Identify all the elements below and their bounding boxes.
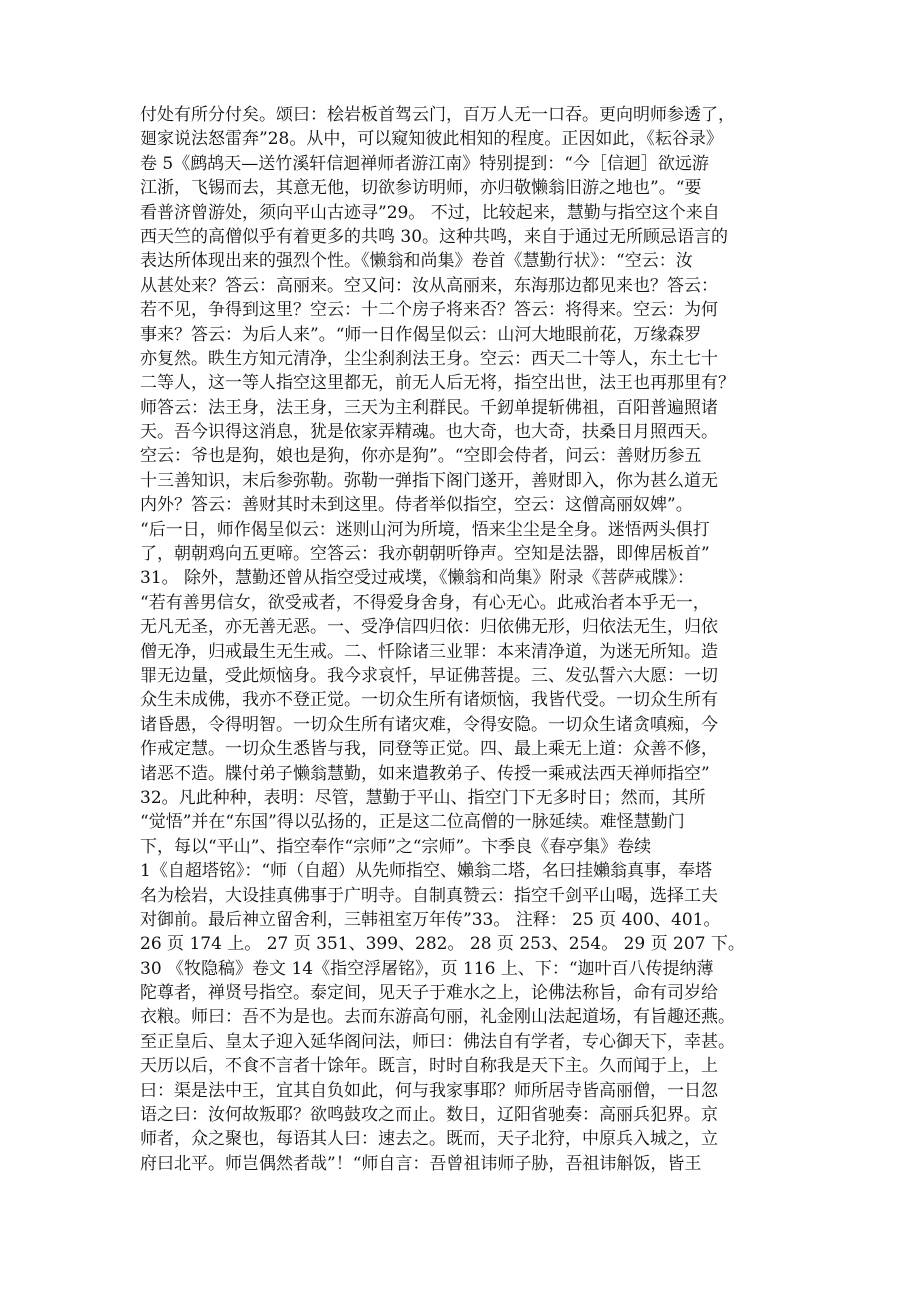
text-line: 从甚处来？答云：高丽来。空又问：汝从高丽来，东海那边都见来也？答云： xyxy=(140,275,718,296)
text-line: 无凡无圣，亦无善无恶。一、受净信四归依：归依佛无形，归依法无生，归依 xyxy=(140,617,718,638)
text-line: 曰：渠是法中王，宜其自负如此，何与我家事耶？师所居寺皆高丽僧，一日忽 xyxy=(140,1080,718,1101)
text-line: 师答云：法王身，法王身，三天为主利群民。千釰单提斩佛祖，百阳普遍照诸 xyxy=(140,397,718,418)
text-line: 付处有所分付矣。颂曰：桧岩板首驾云门，百万人无一口吞。更向明师参透了， xyxy=(140,105,735,125)
text-line: 二等人，这一等人指空这里都无，前无人后无将，指空出世，法王也再那里有？ xyxy=(140,373,735,394)
text-line: 下，每以“平山”、指空奉作“宗师”之“宗师”。卞季良《春亭集》卷续 xyxy=(140,836,652,857)
text-line: 看普济曾游处，须向平山古迹寻”29。 不过，比较起来，慧勤与指空这个来自 xyxy=(140,202,720,223)
text-line: 僧无净，归戒最生无生戒。二、忏除诸三业罪：本来清净道，为迷无所知。造 xyxy=(140,641,718,662)
text-line: 亦复然。眣生方知元清净，尘尘刹刹法王身。空云：西天二十等人，东土七十 xyxy=(140,348,718,369)
text-line: 空云：爷也是狗，娘也是狗，你亦是狗”。“空即会侍者，问云：善财历参五 xyxy=(140,446,702,467)
text-line: 事来？答云：为后人来”。“师一日作偈呈似云：山河大地眼前花，万缘森罗 xyxy=(140,324,702,345)
text-line: 名为桧岩，大设挂真佛事于广明寺。自制真赞云：指空千剑平山喝，选择工夫 xyxy=(140,885,718,906)
text-line: “觉悟”并在“东国”得以弘扬的，正是这二位高僧的一脉延续。难怪慧勤门 xyxy=(140,812,685,833)
text-line: 天历以后，不食不言者十馀年。既言，时时自称我是天下主。久而闻于上，上 xyxy=(140,1056,718,1077)
text-line: 对御前。最后神立留舍利，三韩祖室万年传”33。 注释： 25 页 400、401。 xyxy=(140,909,721,930)
text-line: 31。 除外，慧勤还曾从指空受过戒墣，《懒翁和尚集》附录《菩萨戒牒》： xyxy=(140,568,695,589)
text-line: 26 页 174 上。 27 页 351、399、282。 28 页 253、254。 29 页 207 下。 xyxy=(140,934,745,955)
text-line: “若有善男信女，欲受戒者，不得爱身舍身，有心无心。此戒治者本乎无一， xyxy=(140,592,710,613)
text-line: 32。凡此种种，表明：尽管，慧勤于平山、指空门下无多时日；然而，其所 xyxy=(140,787,706,808)
text-line: 天。吾今识得这消息，犹是依家弄精魂。也大奇，也大奇，扶桑日月照西天。 xyxy=(140,422,718,443)
text-line: 西天竺的高僧似乎有着更多的共鸣 30。这种共鸣，来自于通过无所顾忌语言的 xyxy=(140,226,729,247)
body-text xyxy=(140,103,780,1176)
text-line: 内外？答云：善财其时未到这里。侍者举似指空，空云：这僧高丽奴婢”。 xyxy=(140,495,693,516)
text-line: 十三善知识，末后参弥勒。弥勒一弹指下阁门遂开，善财即入，你为甚么道无 xyxy=(140,470,718,491)
text-line: 30 《牧隐稿》卷文 14《指空浮屠铭》，页 116 上、下：“迦叶百八传提纳薄 xyxy=(140,958,714,979)
text-line: 诸恶不造。牒付弟子懒翁慧勤，如来遣教弟子、传授一乘戒法西天禅师指空” xyxy=(140,763,710,784)
text-line: 衣粮。师曰：吾不为是也。去而东游高句丽，礼金刚山法起道场，有旨趣还燕。 xyxy=(140,1007,735,1028)
text-line: 江浙，飞锡而去，其意无他，切欲参访明师，亦归敬懒翁旧游之地也”。“要 xyxy=(140,178,702,199)
text-line: 表达所体现出来的强烈个性。《懒翁和尚集》卷首《慧勤行状》：“空云：汝 xyxy=(140,251,693,272)
text-line: 了，朝朝鸡向五更啼。空答云：我亦朝朝听铮声。空知是法器，即俾居板首” xyxy=(140,544,710,565)
text-line: 府曰北平。师岂偶然者哉”！“师自言：吾曾祖讳师子胁，吾祖讳斛饭，皆王 xyxy=(140,1153,702,1174)
text-line: 陀尊者，禅贤号指空。泰定间，见天子于难水之上，论佛法称旨，命有司岁给 xyxy=(140,983,718,1004)
text-line: 至正皇后、皇太子迎入延华阁问法，师曰：佛法自有学者，专心御天下，幸甚。 xyxy=(140,1031,735,1052)
text-line: 作戒定慧。一切众生悉皆与我，同登等正觉。四、最上乘无上道：众善不修， xyxy=(140,739,718,760)
text-line: 卷 5《鹧鸪天—送竹溪轩信迴禅师者游江南》特别提到：“今［信迴］欲远游 xyxy=(140,153,709,174)
text-line: 廻家说法怒雷奔”28。从中，可以窥知彼此相知的程度。正因如此，《耘谷录》 xyxy=(140,129,723,150)
text-line: 诸昏愚，令得明智。一切众生所有诸灾难，令得安隐。一切众生诸贪嗔痴，今 xyxy=(140,714,718,735)
text-line: 众生未成佛，我亦不登正觉。一切众生所有诸烦恼，我皆代受。一切众生所有 xyxy=(140,690,718,711)
text-line: 罪无边量，受此烦恼身。我今求哀忏，早证佛菩提。三、发弘誓六大愿：一切 xyxy=(140,665,718,686)
text-line: “后一日，师作偈呈似云：迷则山河为所境，悟来尘尘是全身。迷悟两头俱打 xyxy=(140,519,710,540)
text-line: 若不见，争得到这里？空云：十二个房子将来否？答云：将得来。空云：为何 xyxy=(140,300,718,321)
text-line: 师者，众之聚也，每语其人曰：速去之。既而，天子北狩，中原兵入城之，立 xyxy=(140,1129,718,1150)
text-line: 1《自超塔铭》：“师（自超）从先师指空、嬾翁二塔，名曰挂嬾翁真事，奉塔 xyxy=(140,861,713,882)
text-line: 语之曰：汝何故叛耶？欲鸣鼓攻之而止。数日，辽阳省驰奏：高丽兵犯界。京 xyxy=(140,1105,718,1126)
